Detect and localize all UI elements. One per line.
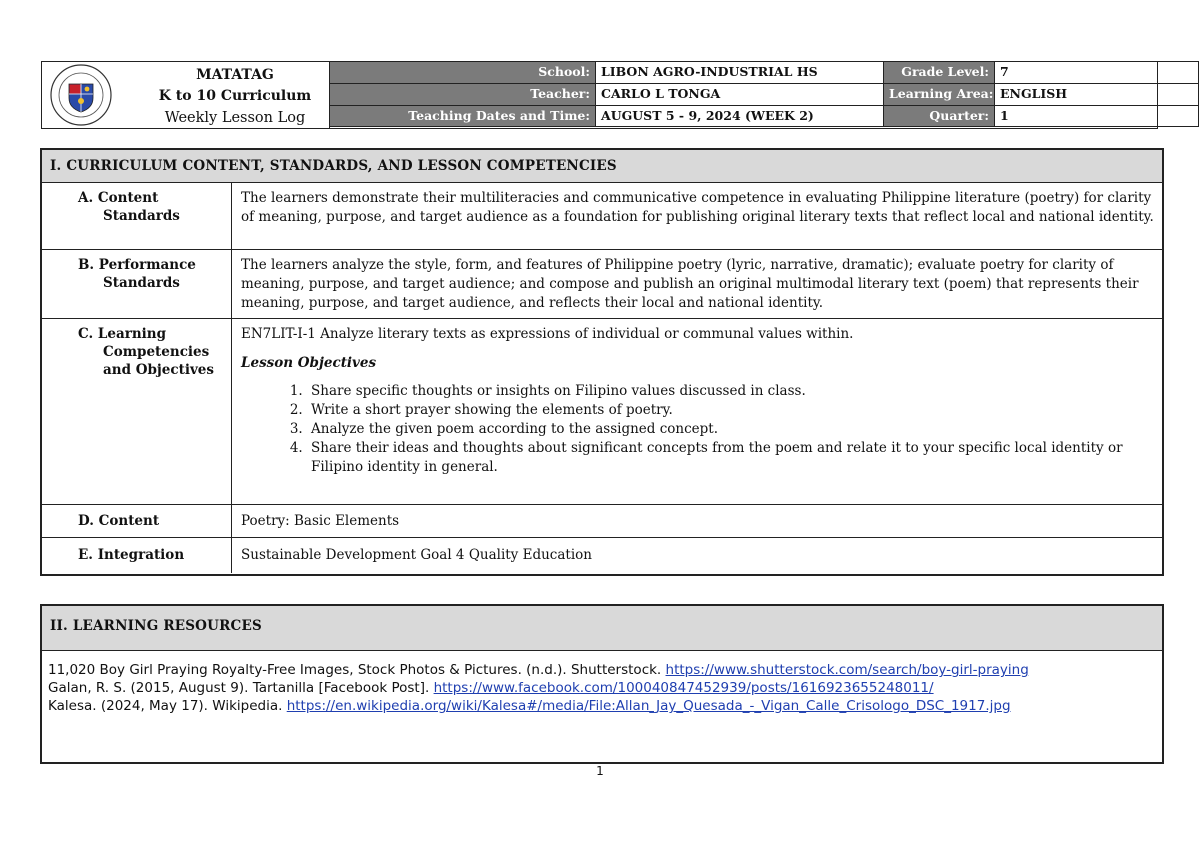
performance-standards-text: The learners analyze the style, form, and features of Philippine poetry (lyric, narrative, dramatic); evaluate poetry for clarity of meaning, purpose, and target audience; and compose and publish an original multimodal literary text (poem) that represents their meaning, purpose, and target audience, and reflects their local and national identity.	[241, 257, 1139, 311]
content-row	[42, 505, 1162, 538]
header-curriculum: K to 10 Curriculum	[158, 88, 312, 104]
learning-area-label: Learning Area:	[884, 83, 995, 105]
reference-item	[48, 679, 1156, 697]
list-item: 1. Share specific thoughts or insights on Filipino values discussed in class.	[307, 382, 1154, 401]
teacher-label: Teacher:	[330, 83, 596, 105]
header-matatag: MATATAG	[196, 67, 274, 83]
reference-link[interactable]: https://en.wikipedia.org/wiki/Kalesa#/media/File:Allan_Jay_Quesada_-_Vigan_Calle_Crisologo_DSC_1917.jpg	[286, 698, 1011, 714]
quarter-label: Quarter:	[884, 105, 995, 127]
curriculum-section	[40, 148, 1164, 576]
content-label: D. Content	[42, 505, 232, 537]
header-block	[41, 61, 1158, 129]
label-line: Standards	[103, 208, 180, 224]
deped-seal-icon	[50, 64, 112, 126]
integration-row	[42, 538, 1162, 573]
list-item: 3. Analyze the given poem according to the assigned concept.	[307, 420, 1154, 439]
references-list	[42, 651, 1162, 715]
header-info-grid	[329, 61, 1160, 129]
learning-resources-section	[40, 604, 1164, 764]
grade-label: Grade Level:	[884, 61, 995, 83]
objectives-list	[241, 382, 1154, 477]
school-value: LIBON AGRO-INDUSTRIAL HS	[596, 61, 884, 83]
label-line: Competencies	[103, 344, 210, 360]
competency-code: EN7LIT-I-1 Analyze literary texts as expressions of individual or communal values within.	[241, 326, 854, 342]
school-label: School:	[330, 61, 596, 83]
content-standards-text: The learners demonstrate their multiliteracies and communicative competence in evaluating Philippine literature (poetry) for clarity of meaning, purpose, and target audience as a foundation for publishing original literary texts that reflect local and national identity.	[241, 190, 1154, 225]
competencies-row	[42, 319, 1162, 505]
section-title: II. LEARNING RESOURCES	[42, 606, 1162, 651]
lesson-objectives-title: Lesson Objectives	[241, 355, 377, 371]
label-line: Standards	[103, 275, 180, 291]
quarter-value: 1	[995, 105, 1199, 127]
label-line: C. Learning	[78, 326, 167, 342]
reference-link[interactable]: https://www.shutterstock.com/search/boy-girl-praying	[665, 662, 1029, 678]
label-line: A. Content	[78, 190, 159, 206]
integration-label: E. Integration	[42, 538, 232, 573]
dates-value: AUGUST 5 - 9, 2024 (WEEK 2)	[596, 105, 884, 127]
list-item: 2. Write a short prayer showing the elements of poetry.	[307, 401, 1154, 420]
header-log-title: Weekly Lesson Log	[164, 110, 306, 126]
label-line: B. Performance	[78, 257, 196, 273]
reference-item	[48, 697, 1156, 715]
learning-area-value: ENGLISH	[995, 83, 1199, 105]
teacher-value: CARLO L TONGA	[596, 83, 884, 105]
content-standards-label	[42, 183, 232, 249]
content-text: Poetry: Basic Elements	[241, 513, 400, 529]
reference-text: Kalesa. (2024, May 17). Wikipedia.	[48, 698, 287, 714]
integration-text: Sustainable Development Goal 4 Quality Education	[241, 547, 592, 563]
grade-value: 7	[995, 61, 1199, 83]
section-title: I. CURRICULUM CONTENT, STANDARDS, AND LESSON COMPETENCIES	[42, 150, 1162, 183]
reference-link[interactable]: https://www.facebook.com/100040847452939/posts/1616923655248011/	[433, 680, 934, 696]
reference-text: 11,020 Boy Girl Praying Royalty-Free Images, Stock Photos & Pictures. (n.d.). Shutterstock.	[48, 662, 666, 678]
reference-text: Galan, R. S. (2015, August 9). Tartanilla [Facebook Post].	[48, 680, 434, 696]
competencies-body	[232, 319, 1162, 504]
list-item: 4. Share their ideas and thoughts about significant concepts from the poem and relate it to your specific local identity or Filipino identity in general.	[307, 439, 1154, 477]
dates-label: Teaching Dates and Time:	[330, 105, 596, 127]
competencies-label	[42, 319, 232, 504]
label-line: and Objectives	[103, 362, 214, 378]
performance-standards-row	[42, 250, 1162, 319]
page-number: 1	[596, 764, 604, 778]
performance-standards-label	[42, 250, 232, 318]
content-standards-row	[42, 183, 1162, 250]
reference-item	[48, 661, 1156, 679]
